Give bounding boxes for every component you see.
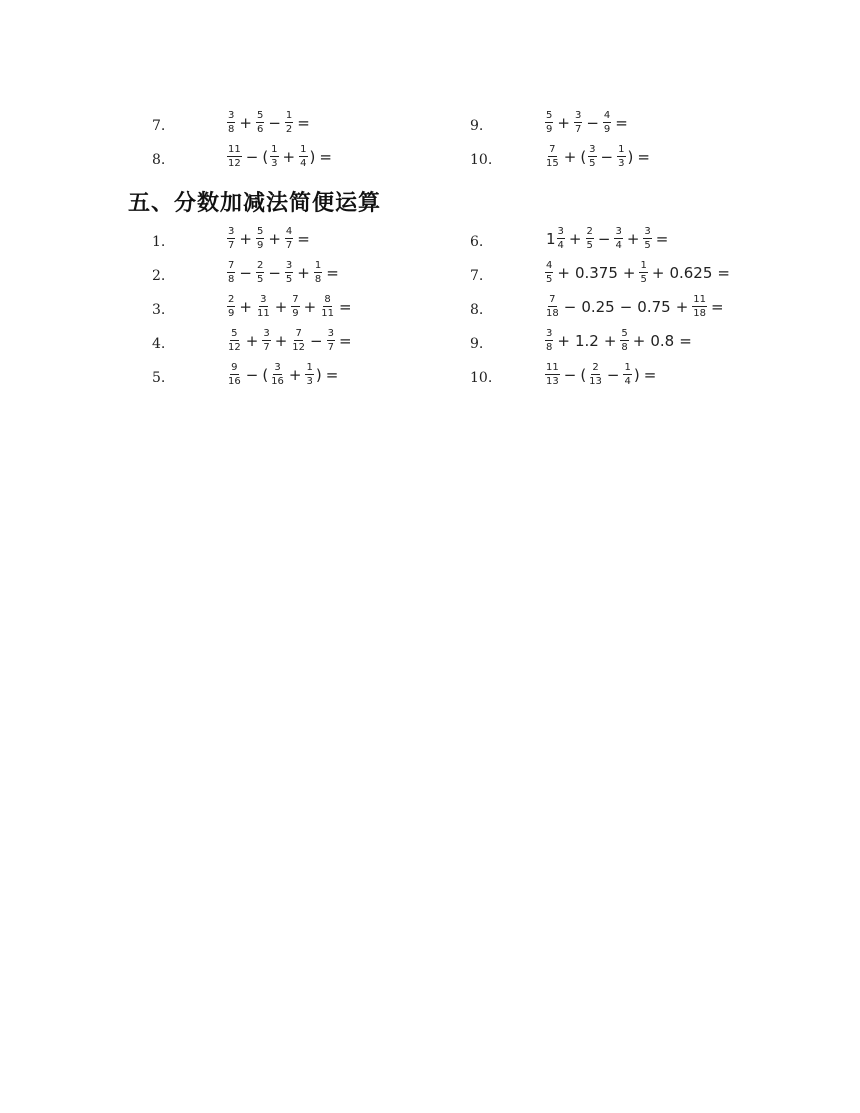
numerator: 7	[549, 144, 556, 155]
operator: −	[563, 298, 577, 316]
denominator: 15	[546, 158, 559, 169]
operator: +	[632, 332, 646, 350]
fraction	[557, 227, 565, 251]
operator: −	[597, 230, 611, 248]
equals-sign: =	[325, 366, 339, 384]
numerator: 7	[228, 260, 235, 271]
denominator: 18	[693, 308, 707, 319]
decimal-value: 0.8	[650, 332, 675, 350]
denominator: 5	[640, 274, 647, 285]
denominator: 18	[546, 308, 559, 319]
fraction	[639, 261, 647, 285]
problem-row-8b	[430, 290, 860, 324]
fraction	[320, 295, 335, 319]
fraction	[270, 363, 285, 387]
operator: +	[603, 332, 617, 350]
numerator: 7	[292, 294, 299, 305]
fraction	[545, 261, 553, 285]
problem-row-10	[0, 140, 860, 174]
operator: +	[297, 264, 310, 282]
fraction	[643, 227, 651, 251]
denominator: 11	[256, 308, 270, 319]
fraction	[314, 261, 322, 285]
problem-expression	[544, 106, 631, 140]
denominator: 13	[546, 376, 559, 387]
denominator: 9	[292, 308, 299, 319]
denominator: 7	[228, 240, 235, 251]
fraction	[588, 145, 596, 169]
operator: −	[310, 332, 323, 350]
equals-sign: =	[326, 264, 339, 282]
operator: −	[245, 366, 259, 384]
operator: −	[619, 298, 633, 316]
problem-expression	[226, 290, 355, 324]
right-paren: )	[627, 148, 634, 166]
equals-sign: =	[615, 114, 628, 132]
problem-number: 4.	[152, 336, 166, 352]
numerator: 3	[274, 362, 281, 373]
denominator: 5	[285, 274, 293, 285]
denominator: 3	[618, 158, 625, 169]
decimal-value: 0.625	[669, 264, 713, 282]
problem-number: 6.	[470, 234, 484, 250]
operator: +	[274, 298, 288, 316]
denominator: 8	[228, 124, 235, 135]
operator: +	[245, 332, 259, 350]
numerator: 2	[592, 362, 599, 373]
denominator: 4	[557, 240, 564, 251]
numerator: 3	[574, 110, 582, 121]
operator: +	[675, 298, 689, 316]
right-paren: )	[309, 148, 316, 166]
problem-row-6	[430, 222, 860, 256]
numerator: 4	[285, 226, 293, 237]
operator: +	[239, 298, 252, 316]
fraction	[285, 261, 293, 285]
numerator: 1	[314, 260, 322, 271]
problem-row-4	[0, 324, 430, 358]
fraction	[285, 227, 293, 251]
problem-number: 7.	[152, 118, 166, 134]
numerator: 5	[256, 226, 264, 237]
denominator: 13	[589, 376, 602, 387]
denominator: 8	[621, 342, 628, 353]
equals-sign: =	[297, 114, 310, 132]
numerator: 1	[285, 110, 293, 121]
problem-number: 9.	[470, 118, 484, 134]
denominator: 7	[263, 342, 270, 353]
numerator: 4	[546, 260, 553, 271]
denominator: 4	[624, 376, 631, 387]
right-paren: )	[633, 366, 640, 384]
denominator: 12	[292, 342, 305, 353]
equals-sign: =	[297, 230, 310, 248]
operator: −	[245, 148, 259, 166]
decimal-value: 0.75	[637, 298, 671, 316]
problem-row-1	[0, 222, 430, 256]
problem-expression	[544, 358, 659, 392]
numerator: 3	[589, 144, 596, 155]
fraction	[545, 329, 553, 353]
fraction	[262, 329, 270, 353]
fraction	[574, 111, 582, 135]
whole-number: 1	[546, 230, 556, 248]
numerator: 3	[285, 260, 293, 271]
operator: +	[268, 230, 281, 248]
fraction	[305, 363, 313, 387]
numerator: 9	[231, 362, 238, 373]
numerator: 2	[256, 260, 264, 271]
denominator: 16	[228, 376, 241, 387]
problem-expression	[226, 256, 342, 290]
denominator: 7	[327, 342, 334, 353]
problem-expression	[544, 324, 695, 358]
fraction	[291, 295, 299, 319]
operator: +	[274, 332, 288, 350]
denominator: 8	[228, 274, 235, 285]
problem-expression	[226, 324, 355, 358]
problem-number: 2.	[152, 268, 166, 284]
denominator: 7	[574, 124, 582, 135]
problem-expression	[226, 222, 313, 256]
fraction	[227, 261, 235, 285]
section-heading: 五、分数加减法简便运算	[128, 190, 382, 216]
problem-number: 10.	[470, 152, 493, 168]
numerator: 3	[546, 328, 553, 339]
fraction	[227, 227, 235, 251]
denominator: 8	[546, 342, 553, 353]
fraction	[227, 295, 235, 319]
denominator: 12	[228, 342, 241, 353]
denominator: 2	[285, 124, 293, 135]
denominator: 4	[615, 240, 622, 251]
denominator: 5	[256, 274, 264, 285]
problem-row-9	[0, 106, 860, 140]
operator: +	[303, 298, 317, 316]
denominator: 7	[285, 240, 293, 251]
fraction	[692, 295, 707, 319]
numerator: 3	[644, 226, 651, 237]
problem-number: 3.	[152, 302, 166, 318]
numerator: 3	[263, 328, 270, 339]
operator: −	[563, 366, 577, 384]
fraction	[327, 329, 335, 353]
decimal-value: 1.2	[574, 332, 599, 350]
fraction	[256, 261, 264, 285]
numerator: 1	[618, 144, 625, 155]
numerator: 7	[549, 294, 556, 305]
numerator: 5	[256, 110, 264, 121]
operator: +	[568, 230, 582, 248]
operator: −	[606, 366, 620, 384]
denominator: 9	[256, 240, 264, 251]
numerator: 3	[615, 226, 622, 237]
numerator: 11	[228, 144, 241, 155]
operator: +	[557, 114, 570, 132]
denominator: 5	[589, 158, 596, 169]
operator: +	[239, 230, 252, 248]
fraction	[620, 329, 628, 353]
operator: −	[586, 114, 599, 132]
operator: −	[239, 264, 252, 282]
numerator: 3	[327, 328, 334, 339]
problem-number: 10.	[470, 370, 493, 386]
operator: +	[288, 366, 302, 384]
fraction	[227, 363, 242, 387]
denominator: 6	[256, 124, 264, 135]
problem-expression	[226, 358, 341, 392]
operator: +	[651, 264, 665, 282]
numerator: 5	[231, 328, 238, 339]
fraction	[545, 363, 560, 387]
numerator: 3	[260, 294, 267, 305]
denominator: 3	[306, 376, 313, 387]
denominator: 3	[271, 158, 278, 169]
problem-number: 9.	[470, 336, 484, 352]
equals-sign: =	[319, 148, 332, 166]
fraction	[291, 329, 306, 353]
fraction	[617, 145, 625, 169]
denominator: 5	[546, 274, 553, 285]
operator: −	[600, 148, 614, 166]
denominator: 8	[314, 274, 322, 285]
fraction	[256, 295, 271, 319]
denominator: 12	[228, 158, 241, 169]
numerator: 1	[640, 260, 647, 271]
equals-sign: =	[717, 264, 730, 282]
right-paren: )	[315, 366, 322, 384]
problem-number: 5.	[152, 370, 166, 386]
fraction	[603, 111, 611, 135]
fraction	[586, 227, 594, 251]
problem-row-9b	[430, 324, 860, 358]
fraction	[588, 363, 603, 387]
numerator: 8	[324, 294, 331, 305]
operator: −	[268, 264, 281, 282]
numerator: 5	[621, 328, 628, 339]
fraction	[227, 329, 242, 353]
decimal-value: 0.375	[574, 264, 618, 282]
denominator: 11	[321, 308, 334, 319]
problem-number: 8.	[152, 152, 166, 168]
fraction	[545, 111, 553, 135]
denominator: 9	[546, 124, 553, 135]
numerator: 1	[306, 362, 313, 373]
denominator: 5	[644, 240, 651, 251]
equals-sign: =	[338, 298, 352, 316]
denominator: 9	[603, 124, 611, 135]
numerator: 2	[586, 226, 593, 237]
denominator: 16	[271, 376, 284, 387]
denominator: 4	[300, 158, 307, 169]
operator: +	[239, 114, 252, 132]
operator: +	[557, 264, 570, 282]
problem-number: 8.	[470, 302, 484, 318]
denominator: 5	[586, 240, 593, 251]
problem-expression	[544, 222, 671, 256]
equals-sign: =	[637, 148, 650, 166]
problem-row-3	[0, 290, 430, 324]
numerator: 1	[271, 144, 278, 155]
numerator: 5	[546, 110, 553, 121]
problem-row-10b	[430, 358, 860, 392]
problem-expression	[544, 140, 653, 174]
numerator: 11	[693, 294, 707, 305]
fraction	[545, 145, 560, 169]
numerator: 1	[300, 144, 307, 155]
operator: +	[626, 230, 640, 248]
equals-sign: =	[643, 366, 657, 384]
equals-sign: =	[679, 332, 692, 350]
numerator: 3	[228, 226, 235, 237]
left-paren: (	[580, 366, 587, 384]
operator: +	[563, 148, 577, 166]
numerator: 11	[546, 362, 559, 373]
operator: +	[622, 264, 636, 282]
operator: −	[268, 114, 281, 132]
fraction	[256, 227, 264, 251]
fraction	[614, 227, 622, 251]
numerator: 1	[624, 362, 631, 373]
decimal-value: 0.25	[581, 298, 615, 316]
denominator: 9	[228, 308, 235, 319]
numerator: 3	[557, 226, 564, 237]
numerator: 3	[228, 110, 235, 121]
fraction	[545, 295, 560, 319]
left-paren: (	[262, 366, 269, 384]
problem-row-2	[0, 256, 430, 290]
problem-number: 7.	[470, 268, 484, 284]
problem-row-7b	[430, 256, 860, 290]
left-paren: (	[580, 148, 587, 166]
operator: +	[557, 332, 570, 350]
problem-number: 1.	[152, 234, 166, 250]
fraction	[623, 363, 631, 387]
equals-sign: =	[338, 332, 352, 350]
problem-expression	[544, 256, 733, 290]
equals-sign: =	[655, 230, 669, 248]
numerator: 4	[603, 110, 611, 121]
problem-expression	[544, 290, 727, 324]
numerator: 2	[228, 294, 235, 305]
operator: +	[282, 148, 296, 166]
problem-row-5	[0, 358, 430, 392]
equals-sign: =	[711, 298, 724, 316]
numerator: 7	[295, 328, 302, 339]
left-paren: (	[262, 148, 269, 166]
